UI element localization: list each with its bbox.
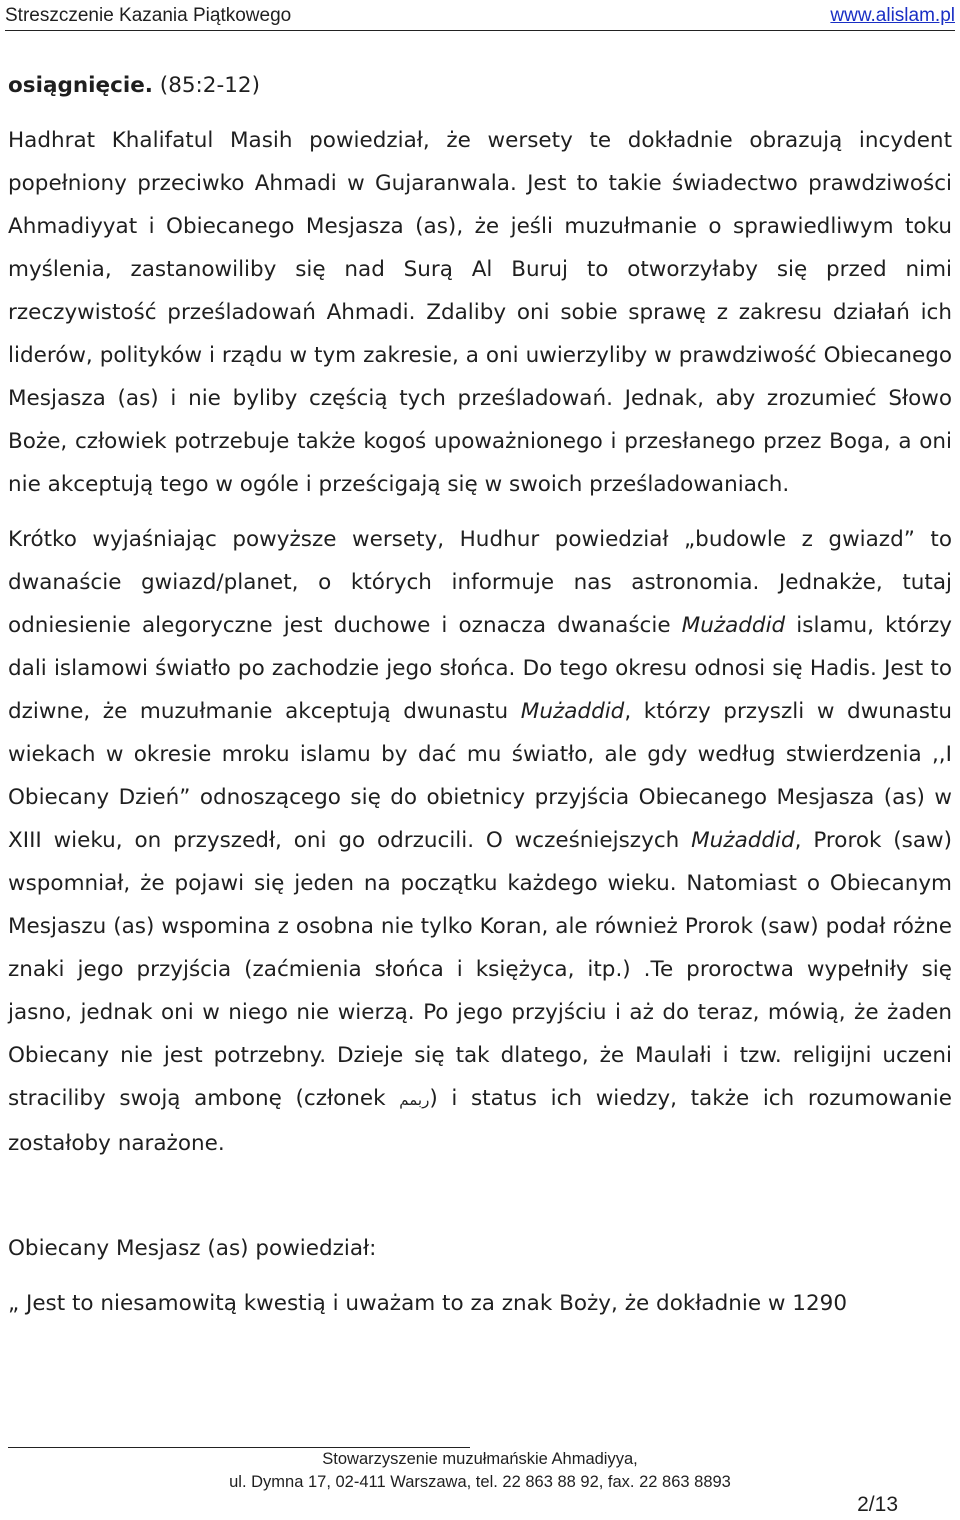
text-run: islamu, którzy dali islamowi światło po zachodzie jego słońca. Do tego okresu odnosi się Hadis. Jest to dziwne, że muzułmanie akceptują dwunastu bbox=[8, 613, 952, 724]
text-run: ) i status ich wiedzy, także ich rozumowanie zostałoby narażone. bbox=[8, 1086, 952, 1156]
verse-reference: (85:2-12) bbox=[152, 73, 260, 98]
footer-organization: Stowarzyszenie muzułmańskie Ahmadiyya, bbox=[322, 1450, 638, 1468]
paragraph-2: Hadhrat Khalifatul Masih powiedział, że wersety te dokładnie obrazują incydent popełniony przeciwko Ahmadi w Gujaranwala. Jest to takie świadectwo prawdziwości Ahmadiyyat i Obiecanego Mesjasza (as), że jeśli muzułmanie o sprawiedliwym toku myślenia, zastanowiliby się nad Surą Al Buruj to otworzyłaby się przed nimi rzeczywistość prześladowań Ahmadi. Zdaliby oni sobie sprawę z zakresu działań ich liderów, polityków i rządu w tym zakresie, a oni uwierzyliby w prawdziwość Obiecanego Mesjasza (as) i nie byliby częścią tych prześladowań. Jednak, aby zrozumieć Słowo Boże, człowiek potrzebuje także kogoś upoważnionego i przesłanego przez Boga, a oni nie akceptują tego w ogóle i prześcigają się w swoich prześladowaniach. bbox=[8, 128, 952, 497]
document-body bbox=[8, 64, 952, 1325]
text-run: Krótko wyjaśniając powyższe wersety, Hudhur powiedział „budowle z gwiazd” to dwanaście gwiazd/planet, o których informuje nas astronomia. Jednakże, tutaj odniesienie alegoryczne jest duchowe i oznacza dwanaście bbox=[8, 527, 952, 638]
paragraph-4: Obiecany Mesjasz (as) powiedział: bbox=[8, 1236, 377, 1261]
header-title: Streszczenie Kazania Piątkowego bbox=[5, 5, 292, 26]
paragraph-3 bbox=[8, 518, 952, 1165]
italic-term: Mużaddid bbox=[691, 828, 795, 853]
page-footer bbox=[0, 1448, 960, 1494]
italic-term: Mużaddid bbox=[520, 699, 625, 724]
text-run: , którzy przyszli w dwunastu wiekach w okresie mroku islamu by dać mu światło, ale gdy według stwierdzenia ,,I Obiecany Dzień” odnoszącego się do obietnicy przyjścia Obiecanego Mesjasza (as) w XIII wieku, on przyszedł, oni go odrzucili. O wcześniejszych bbox=[8, 699, 952, 853]
quote-start: „ Jest to niesamowitą kwestią i uważam to za znak Boży, że dokładnie w 1290 bbox=[8, 1291, 848, 1316]
italic-term: Mużaddid bbox=[681, 613, 786, 638]
page-number: 2/13 bbox=[857, 1493, 898, 1516]
paragraph-1 bbox=[8, 64, 952, 107]
page-header bbox=[5, 2, 955, 31]
bold-word: osiągnięcie. bbox=[8, 73, 153, 98]
text-run: , Prorok (saw) wspomniał, że pojawi się jeden na początku każdego wieku. Natomiast o Obiecanym Mesjaszu (as) wspomina z osobna nie tylko Koran, ale również Prorok (saw) podał różne znaki jego przyjścia (zaćmienia słońca i księżyca, itp.) .Te proroctwa wypełniły się jasno, jednak oni w niego nie wierzą. Po jego przyjściu i aż do teraz, mówią, że żaden Obiecany nie jest potrzebny. Dzieje się tak dlatego, że Maulałi i tzw. religijni uczeni straciliby swoją ambonę (członek bbox=[8, 828, 952, 1111]
arabic-word: ربمم bbox=[399, 1091, 430, 1109]
footer-address: ul. Dymna 17, 02-411 Warszawa, tel. 22 863 88 92, fax. 22 863 8893 bbox=[229, 1473, 731, 1491]
header-url-link[interactable]: www.alislam.pl bbox=[830, 5, 955, 26]
